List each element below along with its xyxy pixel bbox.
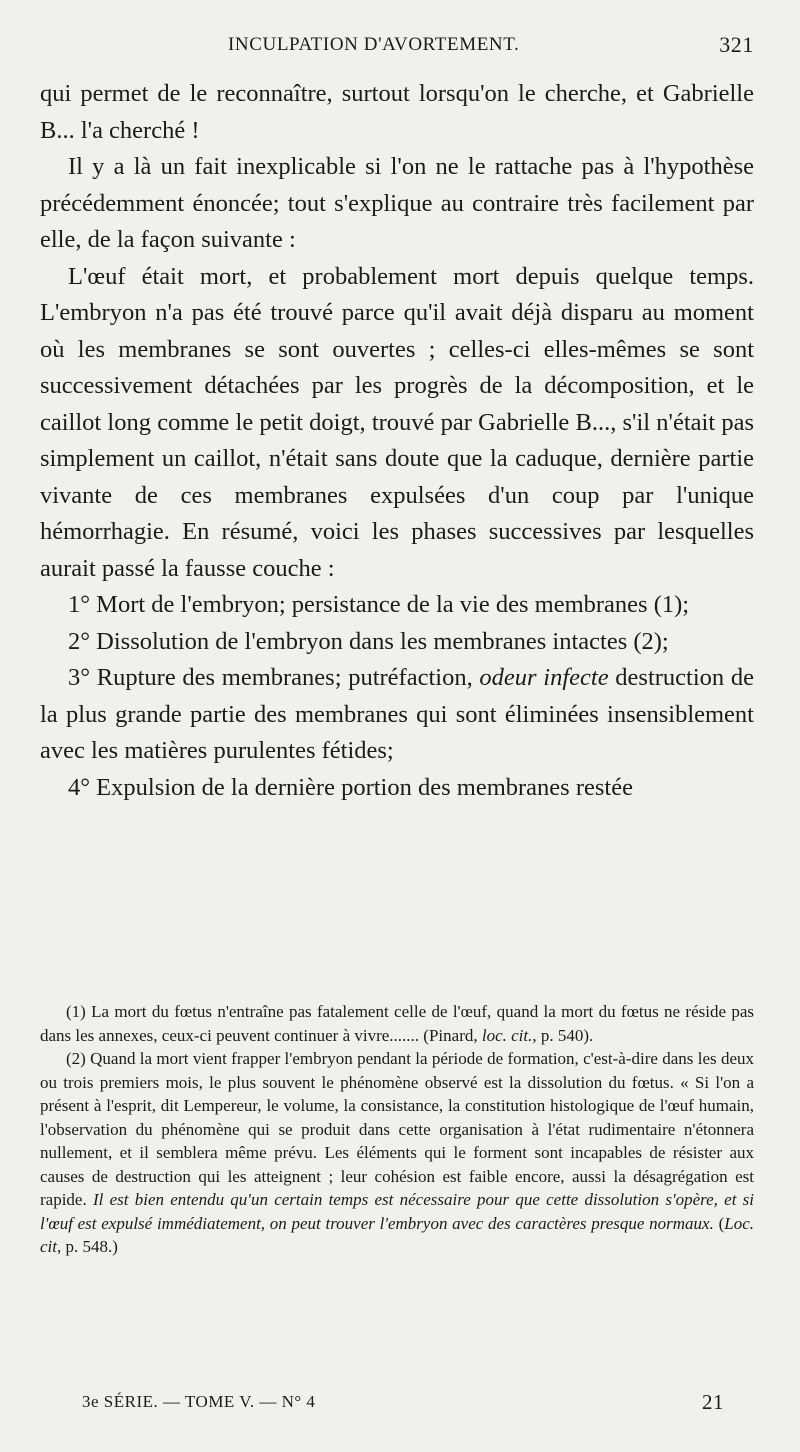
phase-item-4: 4° Expulsion de la dernière portion des membranes restée [68, 773, 633, 801]
page-footer [82, 1392, 724, 1420]
paragraph-hypothesis: Il y a là un fait inexplicable si l'on ne le rattache pas à l'hypothèse précédemment énoncée; tout s'explique au contraire très facilement par elle, de la façon suivante : [40, 153, 754, 253]
page-number: 321 [719, 32, 754, 57]
running-title: INCULPATION D'AVORTEMENT. [228, 34, 520, 55]
footnote-2-quote: Il est bien entendu qu'un certain temps est nécessaire pour que cette dissolution s'opère, et si l'œuf est expulsé immédiatement, on peut trouver l'embryon avec des caractères presque normaux. [40, 1190, 755, 1233]
paragraph-explanation: L'œuf était mort, et probablement mort depuis quelque temps. L'embryon n'a pas été trouvé parce qu'il avait déjà disparu au moment où les membranes se sont ouvertes ; celles-ci elles-mêmes se sont successivement détachées par les progrès de la décomposition, et le caillot long comme le petit doigt, trouvé par Gabrielle B..., s'il n'était pas simplement un caillot, n'était sans doute que la caduque, dernière partie vivante de ces membranes expulsées d'un coup par l'unique hémorrhagie. En résumé, voici les phases successives par lesquelles aurait passé la fausse couche : [40, 262, 754, 582]
footnote-2-citation: Loc. cit [40, 1213, 754, 1256]
phase-item-2: 2° Dissolution de l'embryon dans les membranes intactes (2); [68, 627, 669, 655]
series-info: 3e SÉRIE. — TOME V. — N° 4 [82, 1392, 316, 1411]
footnote-1 [40, 1000, 754, 1047]
footnote-2-end: , p. 548.) [57, 1237, 118, 1256]
footnote-2-text: (2) Quand la mort vient frapper l'embryon pendant la période de formation, c'est-à-dire dans les deux ou trois premiers mois, le plus souvent le phénomène observé est la dissolution du fœtus. « Si l'on a présent à l'esprit, dit Lempereur, le volume, la consistance, la constitution histologique de l'œuf humain, l'observation du phénomène qui se produit dans cette organisation à l'état rudimentaire n'étonnera nullement, et il semblera même prévu. Les éléments qui le forment sont incapables de résister aux causes de destruction qui les atteignent ; leur cohésion est faible encore, aussi la désagrégation est rapide. [40, 1049, 754, 1209]
signature-mark: 21 [702, 1390, 724, 1414]
running-header [40, 30, 754, 66]
phase-item-3-rest: destruction de la plus grande partie des membranes qui sont éliminées insensiblement avec les matières purulentes fétides; [40, 664, 754, 764]
phase-item-1: 1° Mort de l'embryon; persistance de la vie des membranes (1); [68, 591, 690, 618]
phase-item-3-text: 3° Rupture des membranes; putréfaction, [68, 664, 480, 691]
footnote-2-open: ( [713, 1213, 725, 1233]
footnote-2 [40, 1047, 754, 1259]
footnote-1-end: , p. 540). [532, 1025, 594, 1045]
footnote-1-citation: loc. cit. [481, 1025, 533, 1045]
main-text [40, 76, 754, 806]
phase-item-3 [40, 660, 754, 770]
footnote-1-text: (1) La mort du fœtus n'entraîne pas fatalement celle de l'œuf, quand la mort du fœtus ne réside pas dans les annexes, ceux-ci peuvent continuer à vivre....... (Pinard, [40, 1002, 754, 1045]
footnotes [40, 1000, 754, 1259]
phase-item-3-emphasis: odeur infecte [479, 664, 609, 691]
paragraph-continued: qui permet de le reconnaître, surtout lorsqu'on le cherche, et Gabrielle B... l'a cherché ! [40, 80, 754, 144]
